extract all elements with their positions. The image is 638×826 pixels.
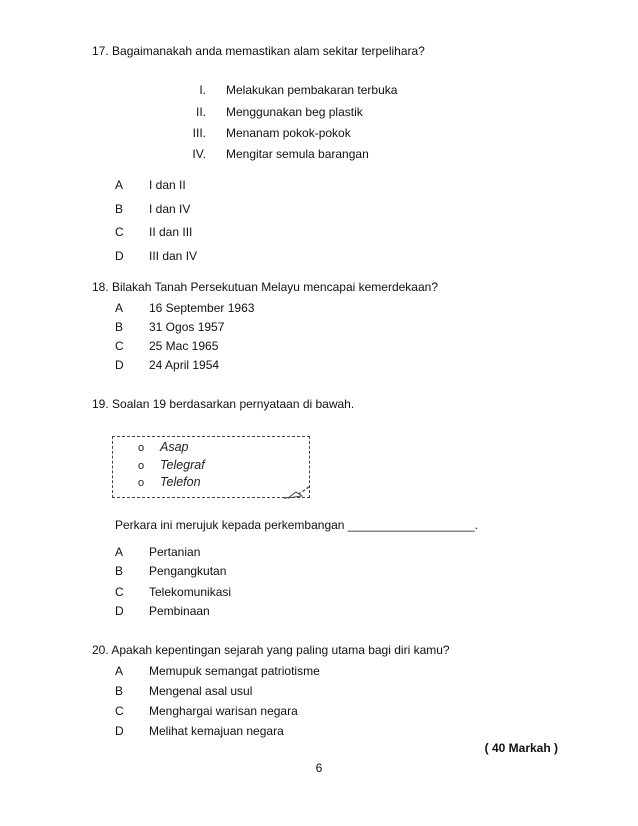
box-item: [138, 458, 205, 472]
box-item: [138, 440, 189, 454]
box-item-text: Telegraf: [160, 458, 205, 472]
bullet-icon: o: [138, 477, 145, 489]
option-text: Mengenal asal usul: [149, 684, 253, 698]
option-letter: C: [115, 225, 124, 239]
option-text: Pertanian: [149, 545, 201, 559]
bullet-icon: o: [138, 442, 145, 454]
question-17-text: 17. Bagaimanakah anda memastikan alam sekitar terpelihara?: [92, 44, 425, 58]
statement-numeral: IV.: [192, 147, 206, 161]
option-text: Melihat kemajuan negara: [149, 724, 284, 738]
option-text: 31 Ogos 1957: [149, 320, 225, 334]
question-18-text: 18. Bilakah Tanah Persekutuan Melayu mencapai kemerdekaan?: [92, 280, 438, 294]
box-item: [138, 475, 201, 489]
option-text: 24 April 1954: [149, 358, 220, 372]
total-marks: ( 40 Markah ): [484, 741, 558, 755]
option-letter: D: [115, 358, 124, 372]
option-letter: D: [115, 249, 124, 263]
question-19-prompt: Perkara ini merujuk kepada perkembangan ___________________.: [115, 518, 478, 532]
option-letter: B: [115, 564, 124, 578]
statement-numeral: II.: [195, 105, 206, 119]
statement-text: Mengitar semula barangan: [226, 147, 369, 161]
option-text: 25 Mac 1965: [149, 339, 219, 353]
option-letter: A: [115, 301, 124, 315]
option-letter: A: [115, 545, 124, 559]
option-text: Telekomunikasi: [149, 585, 232, 599]
option-text: Pengangkutan: [149, 564, 227, 578]
option-letter: C: [115, 585, 124, 599]
option-text: Memupuk semangat patriotisme: [149, 664, 320, 678]
option-text: Pembinaan: [149, 604, 210, 618]
page-number: 6: [315, 761, 323, 775]
option-text: 16 September 1963: [149, 301, 255, 315]
statement-numeral: I.: [199, 83, 206, 97]
option-text: II dan III: [149, 225, 193, 239]
option-letter: B: [115, 320, 124, 334]
box-item-text: Telefon: [160, 475, 201, 489]
question-19-text: 19. Soalan 19 berdasarkan pernyataan di bawah.: [92, 397, 355, 411]
bullet-icon: o: [138, 460, 145, 472]
statement-text: Melakukan pembakaran terbuka: [226, 83, 398, 97]
page-curl-icon: [282, 484, 312, 500]
option-letter: C: [115, 339, 124, 353]
option-letter: B: [115, 684, 124, 698]
statement-text: Menanam pokok-pokok: [226, 126, 351, 140]
option-text: III dan IV: [149, 249, 198, 263]
question-20-text: 20. Apakah kepentingan sejarah yang paling utama bagi diri kamu?: [92, 643, 450, 657]
option-letter: A: [115, 664, 124, 678]
option-letter: A: [115, 178, 124, 192]
box-item-text: Asap: [160, 440, 189, 454]
option-letter: D: [115, 724, 124, 738]
option-text: Menghargai warisan negara: [149, 704, 298, 718]
option-text: I dan IV: [149, 202, 191, 216]
option-text: I dan II: [149, 178, 186, 192]
option-letter: D: [115, 604, 124, 618]
option-letter: C: [115, 704, 124, 718]
option-letter: B: [115, 202, 124, 216]
statement-text: Menggunakan beg plastik: [226, 105, 363, 119]
statement-numeral: III.: [192, 126, 206, 140]
